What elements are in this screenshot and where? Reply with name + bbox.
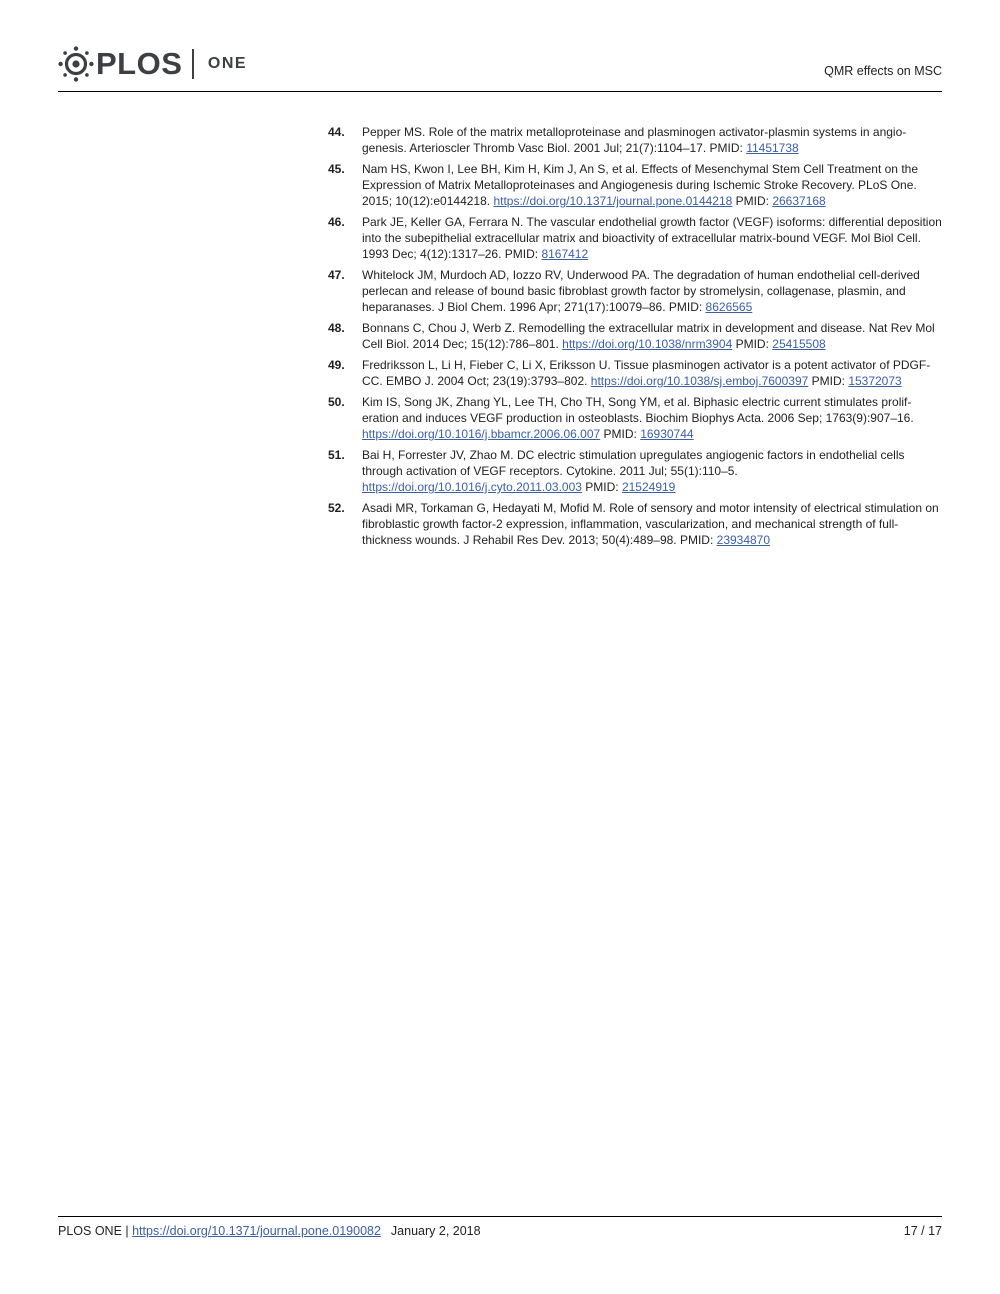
reference-segment: Bai H, Forrester JV, Zhao M. DC electric stimulation upregulates angiogenic factors in endothelial cells through activation of VEGF receptors. Cytokine. 2011 Jul; 55(1):110–5. [362, 448, 905, 478]
doi-link[interactable]: https://doi.org/10.1016/j.cyto.2011.03.003 [362, 480, 582, 494]
reference-item [328, 214, 944, 262]
doi-link[interactable]: https://doi.org/10.1038/sj.emboj.7600397 [590, 374, 809, 388]
reference-segment: Pepper MS. Role of the matrix metalloproteinase and plasminogen activator-plasmin systems in angiogenesis. Arterioscler Thromb Vasc Biol. 2001 Jul; 21(7):1104–17. PMID: [362, 125, 907, 155]
reference-text [362, 501, 939, 547]
footer-journal: PLOS ONE | [58, 1224, 133, 1238]
reference-text [362, 215, 942, 261]
doi-link[interactable]: https://doi.org/10.1371/journal.pone.0144218 [493, 194, 733, 208]
pmid-link[interactable]: 8626565 [705, 300, 753, 314]
reference-segment: Park JE, Keller GA, Ferrara N. The vascular endothelial growth factor (VEGF) isoforms: differential deposition into the subepithelial extracellular matrix and bioactivity of extracellular matrix-bound VEGF. Mol Biol Cell. 1993 Dec; 4(12):1317–26. PMID: [362, 215, 942, 261]
reference-segment: Bonnans C, Chou J, Werb Z. Remodelling the extracellular matrix in development and disease. Nat Rev Mol Cell Biol. 2014 Dec; 15(12):786–801. [362, 321, 935, 351]
page-number: 17 / 17 [903, 1224, 942, 1238]
doi-link[interactable]: https://doi.org/10.1038/nrm3904 [562, 337, 733, 351]
reference-segment: PMID: [732, 337, 773, 351]
reference-item [328, 161, 944, 209]
reference-segment: PMID: [581, 480, 622, 494]
reference-text [362, 395, 914, 441]
reference-number: 51. [328, 448, 345, 462]
reference-segment: PMID: [808, 374, 849, 388]
page-header [58, 42, 942, 90]
pmid-link[interactable]: 11451738 [746, 141, 799, 155]
reference-item [328, 320, 944, 352]
reference-text [362, 125, 906, 155]
reference-list [328, 124, 944, 553]
footer-rule [58, 1216, 942, 1217]
footer-doi-link[interactable]: https://doi.org/10.1371/journal.pone.0190082 [132, 1224, 381, 1238]
reference-item [328, 267, 944, 315]
pmid-link[interactable]: 25415508 [772, 337, 826, 351]
reference-number: 45. [328, 162, 345, 176]
reference-number: 49. [328, 358, 345, 372]
reference-segment: PMID: [732, 194, 773, 208]
header-rule [58, 91, 942, 92]
reference-item [328, 357, 944, 389]
reference-segment: Nam HS, Kwon I, Lee BH, Kim H, Kim J, An S, et al. Effects of Mesenchymal Stem Cell Treatment on the Expression of Matrix Metalloproteinases and Angiogenesis during Ischemic Stroke Recovery. PLoS One. 2015; 10(12):e0144218. [362, 162, 918, 208]
reference-number: 50. [328, 395, 345, 409]
logo-divider [192, 49, 194, 79]
reference-segment: Kim IS, Song JK, Zhang YL, Lee TH, Cho TH, Song YM, et al. Biphasic electric current stimulates proliferation and induces VEGF production in osteoblasts. Biochim Biophys Acta. 2006 Sep; 1763(9):907–16. [362, 395, 914, 425]
pmid-link[interactable]: 23934870 [716, 533, 771, 547]
pmid-link[interactable]: 15372073 [848, 374, 902, 388]
reference-segment: Asadi MR, Torkaman G, Hedayati M, Mofid M. Role of sensory and motor intensity of electrical stimulation on fibroblastic growth factor-2 expression, inflammation, vascularization, and mechanical strength of full-thickness wounds. J Rehabil Res Dev. 2013; 50(4):489–98. PMID: [362, 501, 939, 547]
page-footer [58, 1224, 942, 1238]
reference-number: 44. [328, 125, 345, 139]
plos-one-logo[interactable] [58, 42, 247, 86]
reference-segment: PMID: [600, 427, 641, 441]
reference-item [328, 394, 944, 442]
reference-number: 52. [328, 501, 345, 515]
reference-item [328, 500, 944, 548]
reference-item [328, 124, 944, 156]
reference-segment: Whitelock JM, Murdoch AD, Iozzo RV, Underwood PA. The degradation of human endothelial cell-derived perlecan and release of bound basic fibroblast growth factor by stromelysin, collagenase, plasmin, and heparanases. J Biol Chem. 1996 Apr; 271(17):10079–86. PMID: [362, 268, 920, 314]
reference-text [362, 321, 935, 351]
reference-text [362, 162, 918, 208]
reference-number: 46. [328, 215, 345, 229]
reference-number: 47. [328, 268, 345, 282]
logo-subtitle: ONE [207, 55, 248, 72]
logo-wordmark: PLOS [96, 46, 183, 81]
pmid-link[interactable]: 21524919 [621, 480, 676, 494]
footer-date: January 2, 2018 [390, 1224, 481, 1238]
pmid-link[interactable]: 16930744 [640, 427, 694, 441]
plos-logo-icon [58, 46, 94, 82]
reference-number: 48. [328, 321, 345, 335]
doi-link[interactable]: https://doi.org/10.1016/j.bbamcr.2006.06.007 [362, 427, 601, 441]
running-title: QMR effects on MSC [824, 64, 942, 78]
reference-text [362, 268, 920, 314]
pmid-link[interactable]: 26637168 [772, 194, 826, 208]
reference-text [362, 358, 930, 388]
reference-segment: Fredriksson L, Li H, Fieber C, Li X, Eriksson U. Tissue plasminogen activator is a potent activator of PDGF-CC. EMBO J. 2004 Oct; 23(19):3793–802. [362, 358, 931, 388]
pmid-link[interactable]: 8167412 [541, 247, 589, 261]
reference-item [328, 447, 944, 495]
reference-text [362, 448, 904, 494]
